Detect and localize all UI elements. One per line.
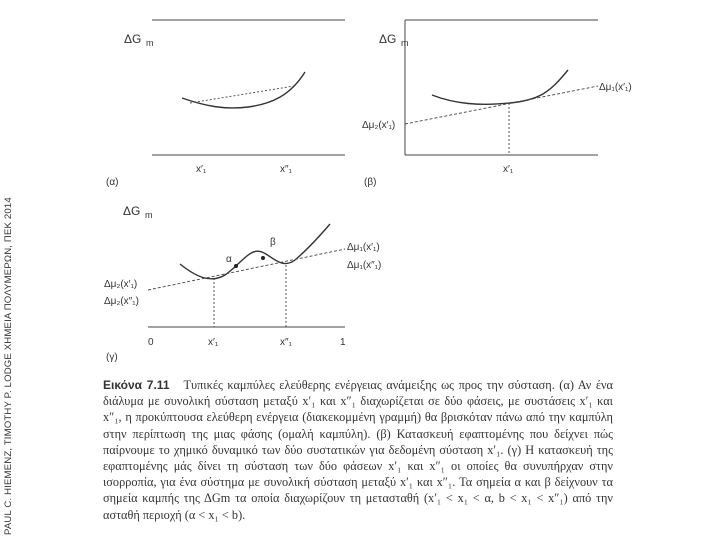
panel-a-y-sub: m	[146, 38, 154, 48]
panel-c-x-start: 0	[148, 337, 154, 348]
panel-a-x-tick-1: x′₁	[196, 164, 207, 175]
panel-b-tangent-line	[405, 86, 598, 124]
caption-text: Τυπικές καμπύλες ελεύθερης ενέργειας ανάμειξης ως προς την σύσταση. (α) Αν ένα διάλυμα με συνολική σύσταση μεταξύ x′₁ και x″₁ διαχωρίζεται σε δύο φάσεις, με συστάσεις x′₁ και x″₁, η προκύπτουσα ελεύθερη ενέργεια (διακεκομμένη γραμμή) θα βρισκόταν πάνω από την καμπύλη στην περίπτωση της μιας φάσης (ομαλή καμπύλη). (β) Κατασκευή εφαπτομένης που δείχνει πώς παίρνουμε το χημικό δυναμικό των δύο συστατικών για δεδομένη σύσταση x′₁. (γ) Η κατασκευή της εφαπτομένης μάς δίνει τη σύσταση των δύο φάσεων x′₁ και x″₁ οι οποίες θα συνυπήρχαν στην ισορροπία, για ένα σύστημα με συνολική σύσταση μεταξύ x′₁ και x″₁. Τα σημεία α και β δείχνουν τα σημεία καμπής της ΔGm τα οποία διαχωρίζουν τη μετασταθή (x′₁ < x₁ < α, b < x₁ < x″₁) από την ασταθή περιοχή (α < x₁ < b).	[103, 378, 613, 522]
panel-c-left-label-2: Δμ₂(x″₁)	[104, 296, 139, 307]
panel-c	[104, 204, 381, 363]
panel-a-dashed-line	[190, 86, 294, 103]
panel-c-curve	[180, 224, 330, 279]
panel-c-y-label: ΔG	[123, 204, 141, 218]
panel-c-point-beta	[261, 256, 265, 260]
panel-b	[362, 20, 632, 188]
panel-c-right-label-1: Δμ₁(x′₁)	[347, 242, 380, 253]
panel-a	[106, 20, 345, 188]
panel-c-tangent-line	[148, 249, 345, 290]
panel-b-y-sub: m	[401, 38, 409, 48]
side-credit: PAUL C. HIEMENZ, TIMOTHY P. LODGE ΧΗΜΕΙΑ ΠΟΛΥΜΕΡΩΝ, ΠΕΚ 2014	[3, 197, 14, 535]
panel-c-x-tick-2: x″₁	[280, 337, 292, 348]
panel-b-right-label: Δμ₁(x′₁)	[599, 82, 632, 93]
panel-b-curve	[432, 70, 568, 104]
panel-a-x-tick-2: x″₁	[280, 164, 292, 175]
panel-c-right-label-2: Δμ₁(x″₁)	[347, 260, 382, 271]
panel-b-left-label: Δμ₂(x′₁)	[362, 120, 396, 131]
panel-c-x-tick-1: x′₁	[208, 337, 219, 348]
panel-b-label: (β)	[364, 177, 377, 188]
panel-b-y-label: ΔG	[379, 32, 397, 46]
panel-c-alpha-label: α	[226, 254, 232, 265]
panel-c-x-end: 1	[340, 337, 346, 348]
panel-c-label: (γ)	[106, 352, 118, 363]
panel-a-label: (α)	[106, 177, 119, 188]
figure-caption	[103, 377, 613, 523]
panel-c-beta-label: β	[270, 237, 276, 248]
panel-c-point-alpha	[234, 264, 238, 268]
panel-c-left-label-1: Δμ₂(x′₁)	[104, 279, 138, 290]
panel-a-y-label: ΔG	[124, 32, 142, 46]
caption-title: Εικόνα 7.11	[103, 378, 170, 392]
panel-a-curve	[182, 72, 305, 108]
panel-c-y-sub: m	[145, 210, 153, 220]
panel-b-x-tick: x′₁	[503, 164, 514, 175]
